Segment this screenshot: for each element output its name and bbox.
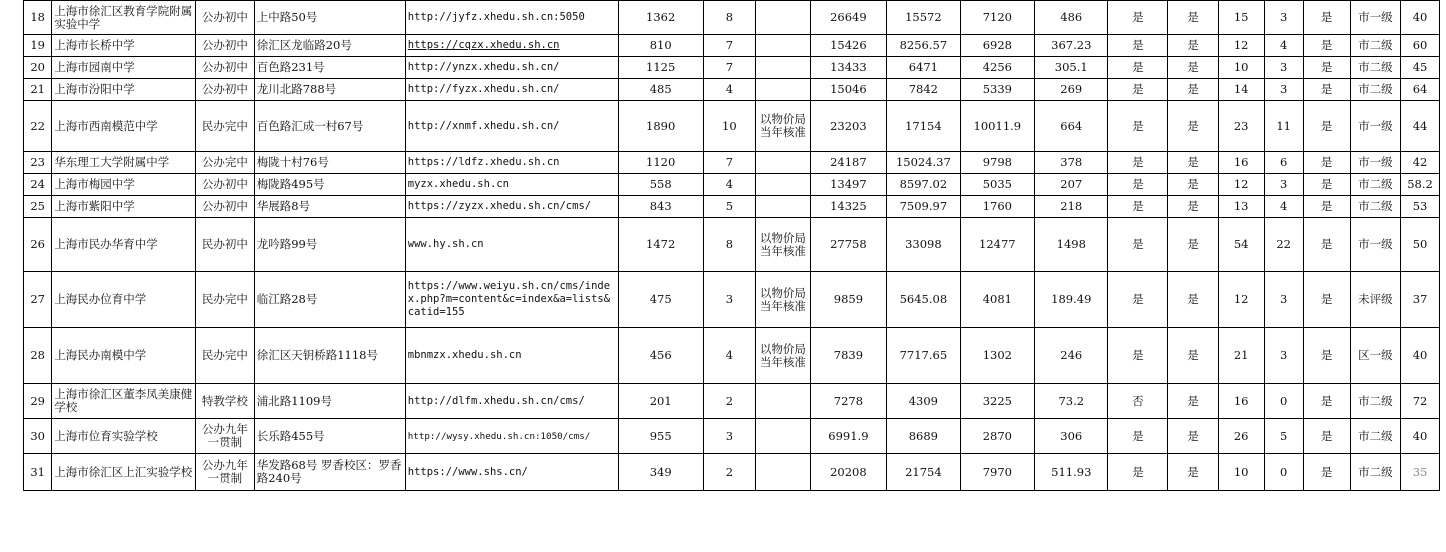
cell-fee-note: 以物价局当年核准	[756, 101, 811, 152]
cell-last: 35	[1401, 454, 1440, 491]
cell-website[interactable]: myzx.xhedu.sh.cn	[405, 174, 618, 196]
cell-col-12: 511.93	[1035, 454, 1108, 491]
cell-col-11: 1760	[960, 196, 1034, 218]
cell-col-14: 是	[1168, 196, 1218, 218]
cell-col-12: 664	[1035, 101, 1108, 152]
cell-col-11: 1302	[960, 328, 1034, 384]
cell-col-17: 是	[1303, 384, 1350, 419]
cell-col-16: 4	[1264, 35, 1303, 57]
cell-col-10: 33098	[887, 218, 960, 272]
cell-col-16: 3	[1264, 328, 1303, 384]
cell-school-type: 公办九年一贯制	[196, 454, 255, 491]
cell-students: 201	[618, 384, 703, 419]
table-row	[24, 454, 1440, 491]
cell-col-13: 是	[1108, 152, 1168, 174]
cell-level: 市一级	[1350, 101, 1400, 152]
cell-col-14: 是	[1168, 454, 1218, 491]
cell-school-name: 上海市梅园中学	[52, 174, 196, 196]
cell-col-9: 27758	[810, 218, 887, 272]
cell-col-14: 是	[1168, 419, 1218, 454]
cell-row-number: 28	[24, 328, 52, 384]
cell-col-13: 是	[1108, 328, 1168, 384]
table-row	[24, 35, 1440, 57]
cell-col-11: 7120	[960, 1, 1034, 35]
cell-school-name: 上海民办位育中学	[52, 272, 196, 328]
cell-col-9: 20208	[810, 454, 887, 491]
cell-col-9: 24187	[810, 152, 887, 174]
cell-level: 未评级	[1350, 272, 1400, 328]
cell-col-17: 是	[1303, 79, 1350, 101]
cell-website[interactable]: www.hy.sh.cn	[405, 218, 618, 272]
cell-last: 60	[1401, 35, 1440, 57]
table-row	[24, 384, 1440, 419]
cell-col-16: 11	[1264, 101, 1303, 152]
cell-school-type: 公办初中	[196, 174, 255, 196]
cell-last: 37	[1401, 272, 1440, 328]
table-row	[24, 79, 1440, 101]
cell-fee-note	[756, 57, 811, 79]
cell-row-number: 27	[24, 272, 52, 328]
cell-students: 1472	[618, 218, 703, 272]
cell-col-9: 23203	[810, 101, 887, 152]
cell-last: 45	[1401, 57, 1440, 79]
table-row	[24, 272, 1440, 328]
cell-col-12: 218	[1035, 196, 1108, 218]
cell-col-10: 21754	[887, 454, 960, 491]
cell-col-14: 是	[1168, 384, 1218, 419]
cell-level: 市二级	[1350, 35, 1400, 57]
cell-col-13: 是	[1108, 419, 1168, 454]
cell-address: 华发路68号 罗香校区：罗香路240号	[254, 454, 405, 491]
cell-col-13: 是	[1108, 1, 1168, 35]
cell-col-10: 5645.08	[887, 272, 960, 328]
cell-col-15: 15	[1218, 1, 1264, 35]
cell-col-12: 305.1	[1035, 57, 1108, 79]
cell-col-17: 是	[1303, 152, 1350, 174]
cell-col-11: 9798	[960, 152, 1034, 174]
cell-address: 长乐路455号	[254, 419, 405, 454]
cell-col-11: 6928	[960, 35, 1034, 57]
cell-col-9: 13497	[810, 174, 887, 196]
cell-col-13: 是	[1108, 196, 1168, 218]
cell-col-10: 8597.02	[887, 174, 960, 196]
cell-col-10: 8256.57	[887, 35, 960, 57]
cell-col-16: 3	[1264, 174, 1303, 196]
cell-col-14: 是	[1168, 328, 1218, 384]
cell-col-16: 3	[1264, 79, 1303, 101]
cell-level: 市二级	[1350, 79, 1400, 101]
cell-col-12: 378	[1035, 152, 1108, 174]
cell-address: 临江路28号	[254, 272, 405, 328]
cell-last: 44	[1401, 101, 1440, 152]
cell-level: 市二级	[1350, 419, 1400, 454]
cell-website[interactable]: https://ldfz.xhedu.sh.cn	[405, 152, 618, 174]
cell-school-name: 上海市汾阳中学	[52, 79, 196, 101]
cell-website[interactable]: http://ynzx.xhedu.sh.cn/	[405, 57, 618, 79]
cell-level: 市二级	[1350, 454, 1400, 491]
cell-fee-note	[756, 1, 811, 35]
cell-school-type: 公办初中	[196, 57, 255, 79]
cell-school-name: 华东理工大学附属中学	[52, 152, 196, 174]
cell-col-14: 是	[1168, 79, 1218, 101]
cell-fee-note	[756, 79, 811, 101]
cell-col-17: 是	[1303, 57, 1350, 79]
cell-last: 40	[1401, 328, 1440, 384]
table-row	[24, 218, 1440, 272]
table-row	[24, 419, 1440, 454]
cell-level: 市一级	[1350, 1, 1400, 35]
cell-school-type: 民办完中	[196, 328, 255, 384]
cell-students: 558	[618, 174, 703, 196]
cell-row-number: 24	[24, 174, 52, 196]
cell-col-11: 5035	[960, 174, 1034, 196]
cell-col-9: 15426	[810, 35, 887, 57]
cell-students: 955	[618, 419, 703, 454]
cell-col-9: 26649	[810, 1, 887, 35]
cell-col-12: 486	[1035, 1, 1108, 35]
cell-address: 徐汇区龙临路20号	[254, 35, 405, 57]
cell-col-17: 是	[1303, 272, 1350, 328]
cell-col-13: 否	[1108, 384, 1168, 419]
cell-school-name: 上海市西南模范中学	[52, 101, 196, 152]
cell-level: 市二级	[1350, 196, 1400, 218]
cell-col-7: 7	[703, 57, 755, 79]
cell-col-9: 7839	[810, 328, 887, 384]
cell-website[interactable]: mbnmzx.xhedu.sh.cn	[405, 328, 618, 384]
cell-school-type: 民办初中	[196, 218, 255, 272]
cell-row-number: 30	[24, 419, 52, 454]
cell-col-9: 13433	[810, 57, 887, 79]
cell-col-15: 13	[1218, 196, 1264, 218]
cell-col-7: 2	[703, 454, 755, 491]
cell-students: 1120	[618, 152, 703, 174]
cell-students: 485	[618, 79, 703, 101]
cell-col-14: 是	[1168, 272, 1218, 328]
cell-row-number: 29	[24, 384, 52, 419]
cell-students: 1362	[618, 1, 703, 35]
cell-last: 40	[1401, 419, 1440, 454]
cell-col-17: 是	[1303, 1, 1350, 35]
cell-students: 843	[618, 196, 703, 218]
cell-col-14: 是	[1168, 174, 1218, 196]
cell-school-type: 公办九年一贯制	[196, 419, 255, 454]
cell-col-13: 是	[1108, 218, 1168, 272]
cell-last: 64	[1401, 79, 1440, 101]
cell-address: 华展路8号	[254, 196, 405, 218]
cell-students: 1125	[618, 57, 703, 79]
cell-address: 百色路231号	[254, 57, 405, 79]
cell-last: 53	[1401, 196, 1440, 218]
cell-col-7: 7	[703, 152, 755, 174]
cell-address: 徐汇区天钥桥路1118号	[254, 328, 405, 384]
cell-address: 百色路汇成一村67号	[254, 101, 405, 152]
cell-col-15: 10	[1218, 454, 1264, 491]
cell-students: 456	[618, 328, 703, 384]
cell-school-type: 民办完中	[196, 272, 255, 328]
cell-col-7: 3	[703, 272, 755, 328]
cell-school-name: 上海市园南中学	[52, 57, 196, 79]
cell-fee-note	[756, 196, 811, 218]
cell-last: 40	[1401, 1, 1440, 35]
cell-col-11: 4081	[960, 272, 1034, 328]
cell-col-17: 是	[1303, 419, 1350, 454]
cell-fee-note: 以物价局当年核准	[756, 272, 811, 328]
cell-row-number: 22	[24, 101, 52, 152]
cell-col-7: 8	[703, 218, 755, 272]
cell-fee-note: 以物价局当年核准	[756, 328, 811, 384]
cell-col-11: 7970	[960, 454, 1034, 491]
cell-col-13: 是	[1108, 272, 1168, 328]
cell-level: 区一级	[1350, 328, 1400, 384]
cell-school-name: 上海市徐汇区董李凤美康健学校	[52, 384, 196, 419]
cell-col-7: 4	[703, 328, 755, 384]
cell-col-15: 12	[1218, 272, 1264, 328]
cell-website[interactable]: https://www.weiyu.sh.cn/cms/index.php?m=content&c=index&a=lists&catid=155	[405, 272, 618, 328]
cell-col-15: 54	[1218, 218, 1264, 272]
cell-col-12: 306	[1035, 419, 1108, 454]
cell-col-13: 是	[1108, 101, 1168, 152]
cell-col-16: 22	[1264, 218, 1303, 272]
table-body	[24, 1, 1440, 491]
table-row	[24, 1, 1440, 35]
cell-fee-note	[756, 35, 811, 57]
cell-level: 市一级	[1350, 218, 1400, 272]
cell-col-15: 26	[1218, 419, 1264, 454]
cell-website[interactable]: http://wysy.xhedu.sh.cn:1050/cms/	[405, 419, 618, 454]
cell-students: 349	[618, 454, 703, 491]
cell-col-10: 7717.65	[887, 328, 960, 384]
cell-students: 1890	[618, 101, 703, 152]
cell-school-type: 公办完中	[196, 152, 255, 174]
cell-col-16: 4	[1264, 196, 1303, 218]
cell-col-17: 是	[1303, 35, 1350, 57]
cell-col-15: 12	[1218, 174, 1264, 196]
cell-last: 58.2	[1401, 174, 1440, 196]
cell-school-type: 公办初中	[196, 196, 255, 218]
table-row	[24, 57, 1440, 79]
cell-col-16: 5	[1264, 419, 1303, 454]
cell-col-11: 10011.9	[960, 101, 1034, 152]
cell-students: 475	[618, 272, 703, 328]
cell-school-name: 上海市徐汇区教育学院附属实验中学	[52, 1, 196, 35]
cell-col-7: 10	[703, 101, 755, 152]
cell-address: 龙吟路99号	[254, 218, 405, 272]
cell-fee-note	[756, 174, 811, 196]
cell-col-16: 3	[1264, 272, 1303, 328]
cell-col-11: 4256	[960, 57, 1034, 79]
cell-col-9: 14325	[810, 196, 887, 218]
cell-col-11: 3225	[960, 384, 1034, 419]
cell-address: 梅陇十村76号	[254, 152, 405, 174]
cell-col-15: 10	[1218, 57, 1264, 79]
cell-address: 浦北路1109号	[254, 384, 405, 419]
cell-col-7: 4	[703, 174, 755, 196]
cell-col-17: 是	[1303, 328, 1350, 384]
cell-school-name: 上海市长桥中学	[52, 35, 196, 57]
cell-col-13: 是	[1108, 454, 1168, 491]
cell-col-13: 是	[1108, 57, 1168, 79]
cell-col-10: 8689	[887, 419, 960, 454]
cell-col-13: 是	[1108, 174, 1168, 196]
cell-fee-note	[756, 454, 811, 491]
cell-website[interactable]: http://dlfm.xhedu.sh.cn/cms/	[405, 384, 618, 419]
cell-school-name: 上海民办南模中学	[52, 328, 196, 384]
cell-school-type: 公办初中	[196, 35, 255, 57]
cell-col-17: 是	[1303, 174, 1350, 196]
cell-row-number: 20	[24, 57, 52, 79]
cell-row-number: 18	[24, 1, 52, 35]
table-row	[24, 101, 1440, 152]
cell-col-12: 367.23	[1035, 35, 1108, 57]
cell-col-9: 6991.9	[810, 419, 887, 454]
cell-website[interactable]: http://xnmf.xhedu.sh.cn/	[405, 101, 618, 152]
cell-col-14: 是	[1168, 101, 1218, 152]
cell-col-13: 是	[1108, 79, 1168, 101]
cell-col-7: 5	[703, 196, 755, 218]
cell-col-7: 7	[703, 35, 755, 57]
cell-col-7: 2	[703, 384, 755, 419]
cell-col-16: 3	[1264, 57, 1303, 79]
cell-col-10: 15572	[887, 1, 960, 35]
cell-address: 龙川北路788号	[254, 79, 405, 101]
cell-col-11: 5339	[960, 79, 1034, 101]
cell-col-12: 73.2	[1035, 384, 1108, 419]
cell-col-12: 207	[1035, 174, 1108, 196]
cell-fee-note	[756, 419, 811, 454]
cell-col-17: 是	[1303, 196, 1350, 218]
cell-col-17: 是	[1303, 101, 1350, 152]
cell-fee-note	[756, 384, 811, 419]
cell-school-type: 民办完中	[196, 101, 255, 152]
cell-school-type: 公办初中	[196, 1, 255, 35]
cell-website[interactable]: https://cqzx.xhedu.sh.cn	[405, 35, 618, 57]
cell-school-type: 公办初中	[196, 79, 255, 101]
cell-address: 梅陇路495号	[254, 174, 405, 196]
cell-col-10: 7509.97	[887, 196, 960, 218]
cell-col-9: 15046	[810, 79, 887, 101]
cell-level: 市二级	[1350, 384, 1400, 419]
cell-col-17: 是	[1303, 218, 1350, 272]
cell-col-16: 3	[1264, 1, 1303, 35]
cell-row-number: 26	[24, 218, 52, 272]
cell-col-15: 16	[1218, 384, 1264, 419]
cell-fee-note: 以物价局当年核准	[756, 218, 811, 272]
cell-col-12: 269	[1035, 79, 1108, 101]
cell-col-10: 6471	[887, 57, 960, 79]
cell-col-7: 4	[703, 79, 755, 101]
cell-col-14: 是	[1168, 57, 1218, 79]
cell-col-13: 是	[1108, 35, 1168, 57]
cell-col-7: 3	[703, 419, 755, 454]
cell-website[interactable]: http://jyfz.xhedu.sh.cn:5050	[405, 1, 618, 35]
cell-col-16: 0	[1264, 384, 1303, 419]
cell-col-15: 21	[1218, 328, 1264, 384]
school-info-table	[23, 0, 1440, 491]
cell-col-16: 0	[1264, 454, 1303, 491]
cell-col-12: 1498	[1035, 218, 1108, 272]
cell-website[interactable]: https://zyzx.xhedu.sh.cn/cms/	[405, 196, 618, 218]
cell-col-11: 12477	[960, 218, 1034, 272]
cell-level: 市一级	[1350, 152, 1400, 174]
cell-col-15: 12	[1218, 35, 1264, 57]
table-row	[24, 174, 1440, 196]
cell-col-15: 16	[1218, 152, 1264, 174]
cell-level: 市二级	[1350, 174, 1400, 196]
table-wrapper	[23, 0, 1440, 491]
cell-row-number: 19	[24, 35, 52, 57]
cell-last: 42	[1401, 152, 1440, 174]
cell-level: 市二级	[1350, 57, 1400, 79]
cell-col-14: 是	[1168, 35, 1218, 57]
cell-students: 810	[618, 35, 703, 57]
cell-last: 50	[1401, 218, 1440, 272]
cell-school-type: 特教学校	[196, 384, 255, 419]
cell-col-15: 14	[1218, 79, 1264, 101]
cell-col-7: 8	[703, 1, 755, 35]
cell-school-name: 上海市徐汇区上汇实验学校	[52, 454, 196, 491]
cell-col-10: 17154	[887, 101, 960, 152]
cell-col-16: 6	[1264, 152, 1303, 174]
cell-row-number: 31	[24, 454, 52, 491]
cell-col-14: 是	[1168, 1, 1218, 35]
cell-col-10: 7842	[887, 79, 960, 101]
cell-row-number: 25	[24, 196, 52, 218]
table-row	[24, 328, 1440, 384]
cell-col-9: 7278	[810, 384, 887, 419]
cell-col-10: 4309	[887, 384, 960, 419]
cell-col-14: 是	[1168, 152, 1218, 174]
cell-col-14: 是	[1168, 218, 1218, 272]
cell-col-12: 189.49	[1035, 272, 1108, 328]
cell-school-name: 上海市紫阳中学	[52, 196, 196, 218]
table-row	[24, 152, 1440, 174]
cell-col-11: 2870	[960, 419, 1034, 454]
cell-school-name: 上海市民办华育中学	[52, 218, 196, 272]
cell-website[interactable]: http://fyzx.xhedu.sh.cn/	[405, 79, 618, 101]
cell-row-number: 23	[24, 152, 52, 174]
cell-col-12: 246	[1035, 328, 1108, 384]
cell-school-name: 上海市位育实验学校	[52, 419, 196, 454]
table-row	[24, 196, 1440, 218]
cell-last: 72	[1401, 384, 1440, 419]
cell-address: 上中路50号	[254, 1, 405, 35]
cell-col-15: 23	[1218, 101, 1264, 152]
cell-website[interactable]: https://www.shs.cn/	[405, 454, 618, 491]
cell-fee-note	[756, 152, 811, 174]
cell-col-10: 15024.37	[887, 152, 960, 174]
cell-row-number: 21	[24, 79, 52, 101]
cell-col-17: 是	[1303, 454, 1350, 491]
cell-col-9: 9859	[810, 272, 887, 328]
